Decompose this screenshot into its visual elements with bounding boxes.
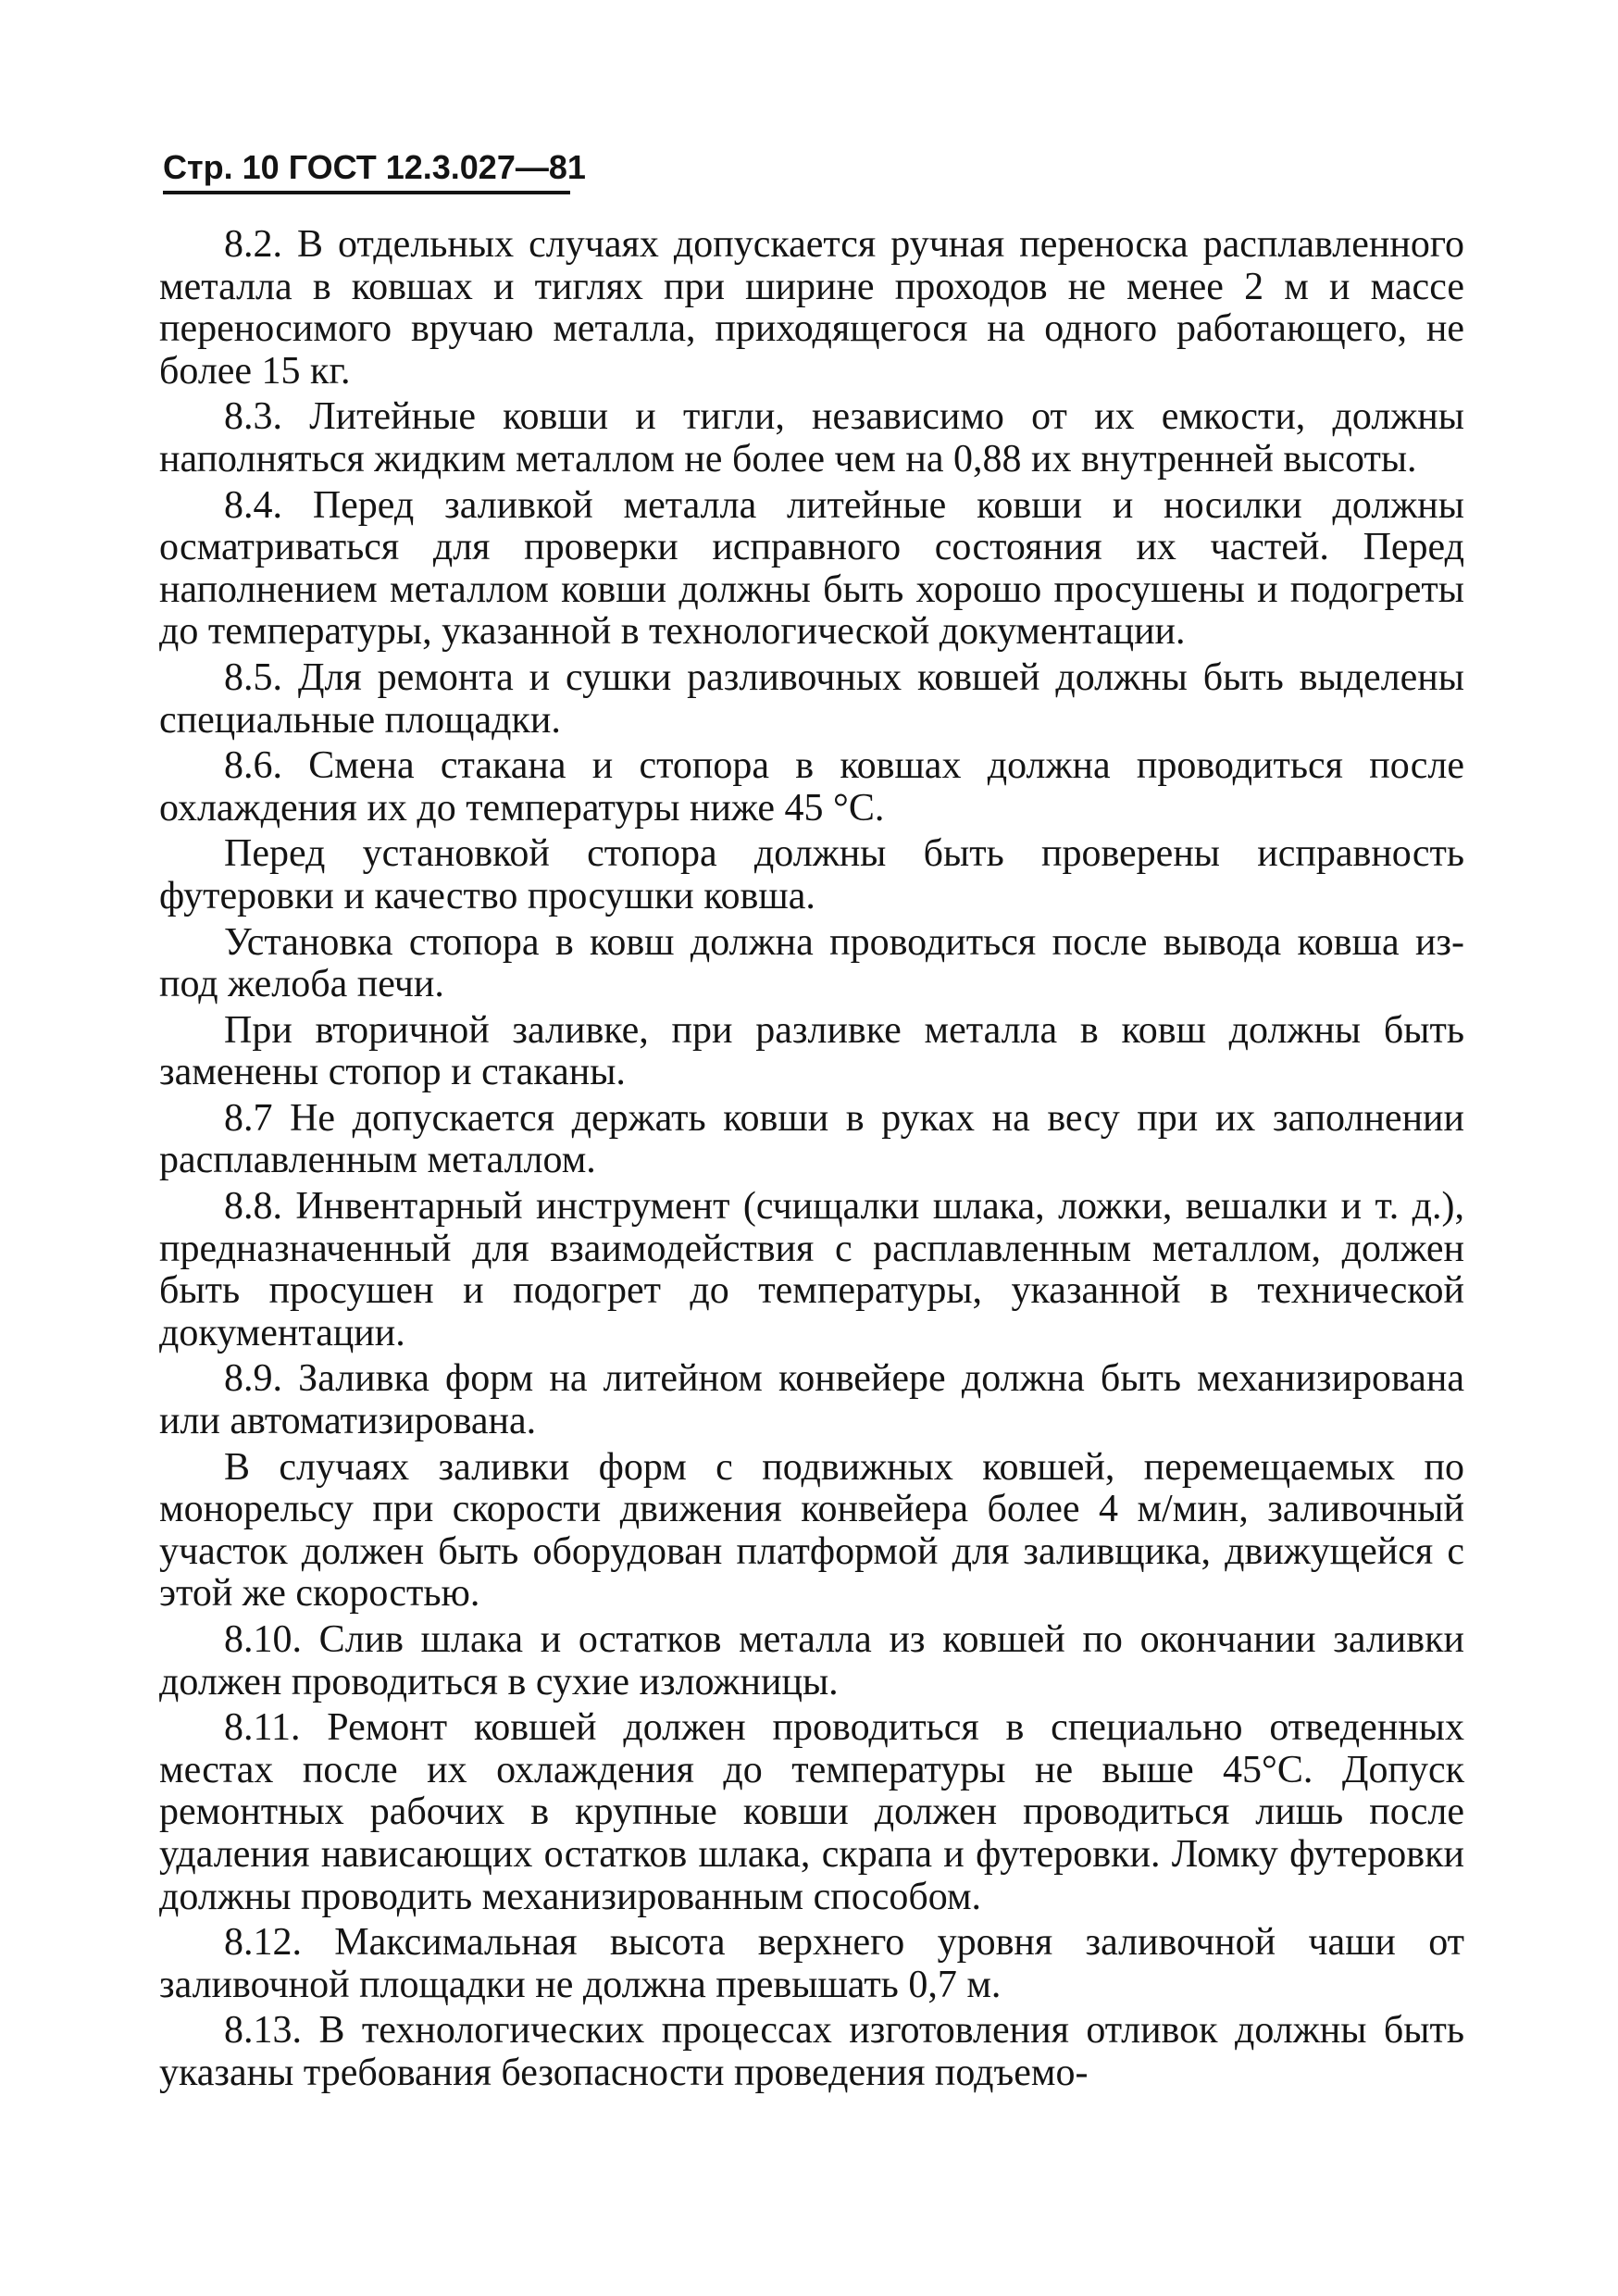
paragraph-8-12: 8.12. Максимальная высота верхнего уровня заливочной чаши от заливочной площадки не должна превышать 0,7 м. <box>159 1921 1464 2006</box>
body-text <box>159 224 1464 2095</box>
page-header <box>163 146 586 194</box>
paragraph-8-2: 8.2. В отдельных случаях допускается ручная переноска расплавленного металла в ковшах и тиглях при ширине проходов не менее 2 м и массе переносимого вручаю металла, приходящегося на одного работающего, не более 15 кг. <box>159 223 1464 393</box>
paragraph-8-3: 8.3. Литейные ковши и тигли, независимо от их емкости, должны наполняться жидким металлом не более чем на 0,88 их внутренней высоты. <box>159 395 1464 480</box>
paragraph-8-6-stopper-install: Установка стопора в ковш должна проводиться после вывода ковша из-под желоба печи. <box>159 920 1464 1006</box>
paragraph-8-9-monorail: В случаях заливки форм с подвижных ковшей, перемещаемых по монорельсу при скорости движения конвейера более 4 м/мин, заливочный участок должен быть оборудован платформой для заливщика, движущейся с этой же скоростью. <box>159 1445 1464 1616</box>
paragraph-8-6-stopper-check: Перед установкой стопора должны быть проверены исправность футеровки и качество просушки ковша. <box>159 832 1464 917</box>
paragraph-8-7: 8.7 Не допускается держать ковши в руках на весу при их заполнении расплавленным металлом. <box>159 1096 1464 1182</box>
paragraph-8-4: 8.4. Перед заливкой металла литейные ковши и носилки должны осматриваться для проверки исправного состояния их частей. Перед наполнением металлом ковши должны быть хорошо просушены и подогреты до температуры, указанной в технологической документации. <box>159 483 1464 654</box>
paragraph-8-5: 8.5. Для ремонта и сушки разливочных ковшей должны быть выделены специальные площадки. <box>159 655 1464 742</box>
paragraph-8-8: 8.8. Инвентарный инструмент (счищалки шлака, ложки, вешалки и т. д.), предназначенный для взаимодействия с расплавленным металлом, должен быть просушен и подогрет до температуры, указанной в технической документации. <box>159 1185 1464 1354</box>
paragraph-8-10: 8.10. Слив шлака и остатков металла из ковшей по окончании заливки должен проводиться в сухие изложницы. <box>159 1618 1464 1703</box>
paragraph-8-6: 8.6. Смена стакана и стопора в ковшах должна проводиться после охлаждения их до температуры ниже 45 °С. <box>159 744 1464 830</box>
paragraph-8-13: 8.13. В технологических процессах изготовления отливок должны быть указаны требования безопасности проведения подъемо- <box>159 2009 1464 2094</box>
paragraph-8-6-secondary-pour: При вторичной заливке, при разливке металла в ковш должны быть заменены стопор и стаканы. <box>159 1008 1464 1094</box>
page-number: Стр. 10 <box>163 148 280 186</box>
paragraph-8-9: 8.9. Заливка форм на литейном конвейере должна быть механизирована или автоматизирована. <box>159 1357 1464 1443</box>
standard-title: ГОСТ 12.3.027—81 <box>288 148 586 186</box>
paragraph-8-11: 8.11. Ремонт ковшей должен проводиться в специально отведенных местах после их охлаждения до температуры не выше 45°С. Допуск ремонтных рабочих в крупные ковши должен проводиться лишь после удаления нависающих остатков шлака, скрапа и футеровки. Ломку футеровки должны проводить механизированным способом. <box>159 1706 1464 1918</box>
